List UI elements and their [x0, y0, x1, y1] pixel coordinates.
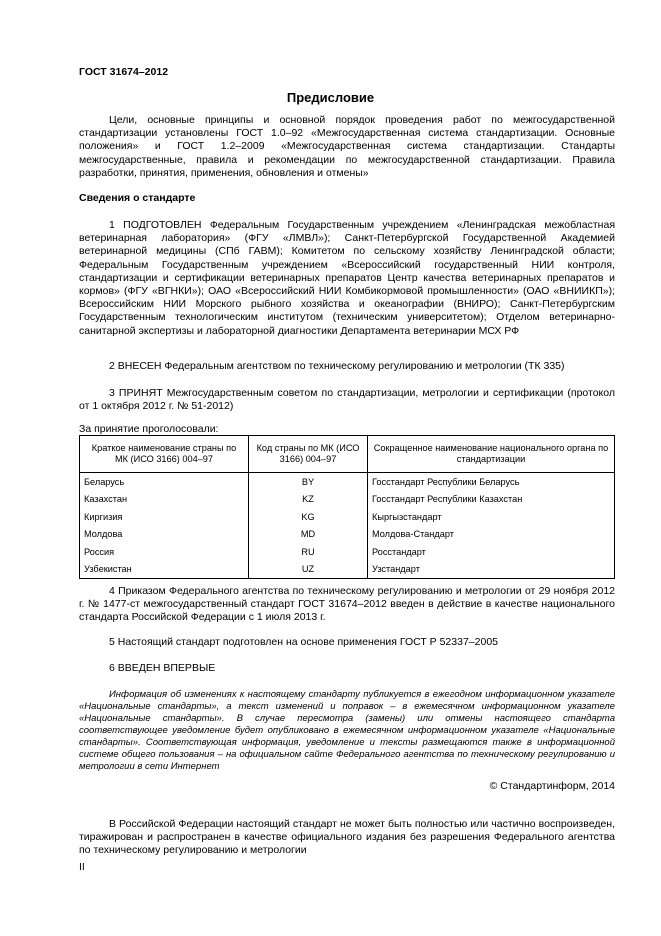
table-row — [80, 491, 615, 509]
item-6-first-introduced: 6 ВВЕДЕН ВПЕРВЫЕ — [109, 662, 216, 674]
intro-paragraph: Цели, основные принципы и основной порядок проведения работ по межгосударственной стандартизации установлены ГОСТ 1.0–92 «Межгосударственная система стандартизации. Основные положения» и ГОСТ 1.2–2009 «Межгосударственная система стандартизации. Стандарты межгосударственные, правила и рекомендации по межгосударственной стандартизации. Правила разработки, принятия, применения, обновления и отмены» — [79, 114, 615, 179]
cell-body: Росстандарт — [368, 543, 615, 561]
cell-body: Госстандарт Республики Беларусь — [368, 473, 615, 491]
vote-label: За принятие проголосовали: — [79, 423, 219, 435]
item-2-introduced: 2 ВНЕСЕН Федеральным агентством по техническому регулированию и метрологии (ТК 335) — [109, 360, 565, 372]
cell-country: Россия — [80, 543, 249, 561]
cell-country: Молдова — [80, 526, 249, 544]
table-row — [80, 561, 615, 579]
cell-country: Киргизия — [80, 508, 249, 526]
cell-code: MD — [249, 526, 368, 544]
cell-code: KZ — [249, 491, 368, 509]
document-header: ГОСТ 31674–2012 — [79, 66, 169, 78]
table-row — [80, 543, 615, 561]
table-header-country: Краткое наименование страны по МК (ИСО 3166) 004–97 — [80, 436, 249, 473]
table-header-row — [80, 436, 615, 473]
info-notice: Информация об изменениях к настоящему стандарту публикуется в ежегодном информационном указателе «Национальные стандарты», а текст изменений и поправок – в ежемесячном информационном указателе «Национальные стандарты». В случае пересмотра (замены) или отмены настоящего стандарта соответствующее уведомление будет опубликовано в ежемесячном информационном указателе «Национальные стандарты». Соответствующая информация, уведомление и тексты размещаются также в информационной системе общего пользования – на официальном сайте Федерального агентства по техническому регулированию и метрологии в сети Интернет — [79, 689, 615, 772]
cell-code: BY — [249, 473, 368, 491]
table-header-body: Сокращенное наименование национального органа по стандартизации — [368, 436, 615, 473]
table-row — [80, 526, 615, 544]
cell-country: Казахстан — [80, 491, 249, 509]
cell-body: Кыргызстандарт — [368, 508, 615, 526]
cell-code: UZ — [249, 561, 368, 579]
table-row — [80, 473, 615, 491]
cell-country: Узбекистан — [80, 561, 249, 579]
cell-code: KG — [249, 508, 368, 526]
reproduction-notice: В Российской Федерации настоящий стандарт не может быть полностью или частично воспроизведен, тиражирован и распространен в качестве официального издания без разрешения Федерального агентства по техническому регулированию и метрологии — [79, 818, 615, 857]
cell-country: Беларусь — [80, 473, 249, 491]
page-number: II — [79, 861, 85, 873]
cell-code: RU — [249, 543, 368, 561]
item-3-adopted: 3 ПРИНЯТ Межгосударственным советом по стандартизации, метрологии и сертификации (протокол от 1 октября 2012 г. № 51-2012) — [79, 387, 615, 413]
table-header-code: Код страны по МК (ИСО 3166) 004–97 — [249, 436, 368, 473]
cell-body: Госстандарт Республики Казахстан — [368, 491, 615, 509]
voting-table — [79, 435, 615, 579]
cell-body: Узстандарт — [368, 561, 615, 579]
copyright: © Стандартинформ, 2014 — [489, 780, 615, 792]
item-4-order: 4 Приказом Федерального агентства по техническому регулированию и метрологии от 29 ноября 2012 г. № 1477-ст межгосударственный стандарт ГОСТ 31674–2012 введен в действие в качестве национального стандарта Российской Федерации с 1 июля 2013 г. — [79, 585, 615, 624]
section-title: Сведения о стандарте — [79, 192, 196, 204]
table-row — [80, 508, 615, 526]
cell-body: Молдова-Стандарт — [368, 526, 615, 544]
item-5-basis: 5 Настоящий стандарт подготовлен на основе применения ГОСТ Р 52337–2005 — [109, 636, 498, 648]
page-title: Предисловие — [286, 90, 375, 105]
item-1-prepared: 1 ПОДГОТОВЛЕН Федеральным Государственным учреждением «Ленинградская межобластная ветеринарная лаборатория» (ФГУ «ЛМВЛ»); Санкт-Петербургской Государственной Академией ветеринарной медицины (СПб ГАВМ); Комитетом по сельскому хозяйству Ленинградской области; Федеральным Государственным учреждением «Всероссийский государственный НИИ контроля, стандартизации и сертификации ветеринарных препаратов Центр качества ветеринарных препаратов и кормов» (ФГУ «ВГНКИ»); ОАО «Всероссийский НИИ Комбикормовой промышленности» (ОАО «ВНИИКП»); Всероссийским НИИ Морского рыбного хозяйства и океанографии (ВНИРО); Санкт-Петербургским Государственным технологическим институтом (техническим университетом); Отделом ветеринарно-санитарной экспертизы и лабораторной диагностики Департамента ветеринарии МСХ РФ — [79, 219, 615, 337]
